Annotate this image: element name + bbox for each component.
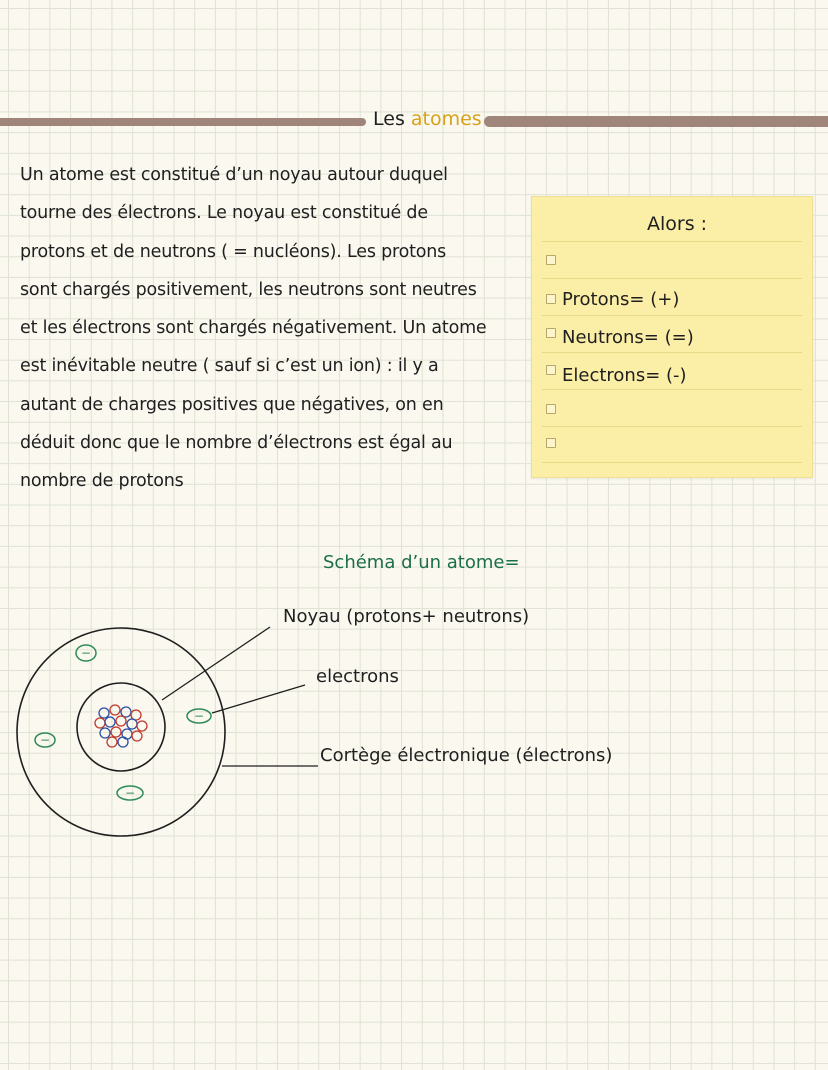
paragraph-line: autant de charges positives que négatives, on en (20, 394, 444, 415)
page-title-part2: atomes (410, 108, 482, 130)
note-item-protons: Protons= (+) (562, 289, 680, 310)
note-title: Alors : (647, 213, 708, 235)
note-item-neutrons: Neutrons= (=) (562, 327, 694, 348)
electron-sign: − (193, 709, 205, 723)
electron-sign: − (124, 786, 136, 800)
paragraph-line: nombre de protons (20, 471, 184, 492)
electron (117, 786, 143, 800)
electron (35, 733, 55, 747)
electron-sign: − (80, 646, 92, 660)
proton (116, 716, 126, 726)
label-cortege: Cortège électronique (électrons) (320, 745, 613, 766)
paragraph-line: et les électrons sont chargés négativement. Un atome (20, 318, 487, 339)
paragraph-line: tourne des électrons. Le noyau est constitué de (20, 203, 428, 224)
paragraph-line: déduit donc que le nombre d’électrons est égal au (20, 433, 453, 454)
schema-title: Schéma d’un atome= (323, 552, 520, 573)
page-title-part1: Les (373, 108, 411, 130)
proton (95, 718, 105, 728)
paragraph-line: sont chargés positivement, les neutrons sont neutres (20, 279, 477, 300)
neutron (127, 719, 137, 729)
proton (137, 721, 147, 731)
label-electrons: electrons (316, 666, 399, 687)
neutron (118, 737, 128, 747)
electron-sign: − (39, 733, 51, 747)
paragraph-line: protons et de neutrons ( = nucléons). Les protons (20, 241, 447, 262)
paragraph-line: est inévitable neutre ( sauf si c’est un ion) : il y a (20, 356, 439, 377)
neutron (100, 728, 110, 738)
nucleus (95, 705, 147, 747)
leader-line-electrons (212, 685, 305, 713)
note-item-electrons: Electrons= (-) (562, 365, 687, 386)
neutron (121, 707, 131, 717)
proton (111, 727, 121, 737)
paragraph-line: Un atome est constitué d’un noyau autour duquel (20, 165, 448, 185)
label-noyau: Noyau (protons+ neutrons) (283, 606, 530, 627)
proton (107, 737, 117, 747)
proton (110, 705, 120, 715)
electron (76, 645, 96, 661)
inner-circle (77, 683, 165, 771)
proton (132, 731, 142, 741)
electron (187, 709, 211, 723)
neutron (99, 708, 109, 718)
neutron (105, 717, 115, 727)
